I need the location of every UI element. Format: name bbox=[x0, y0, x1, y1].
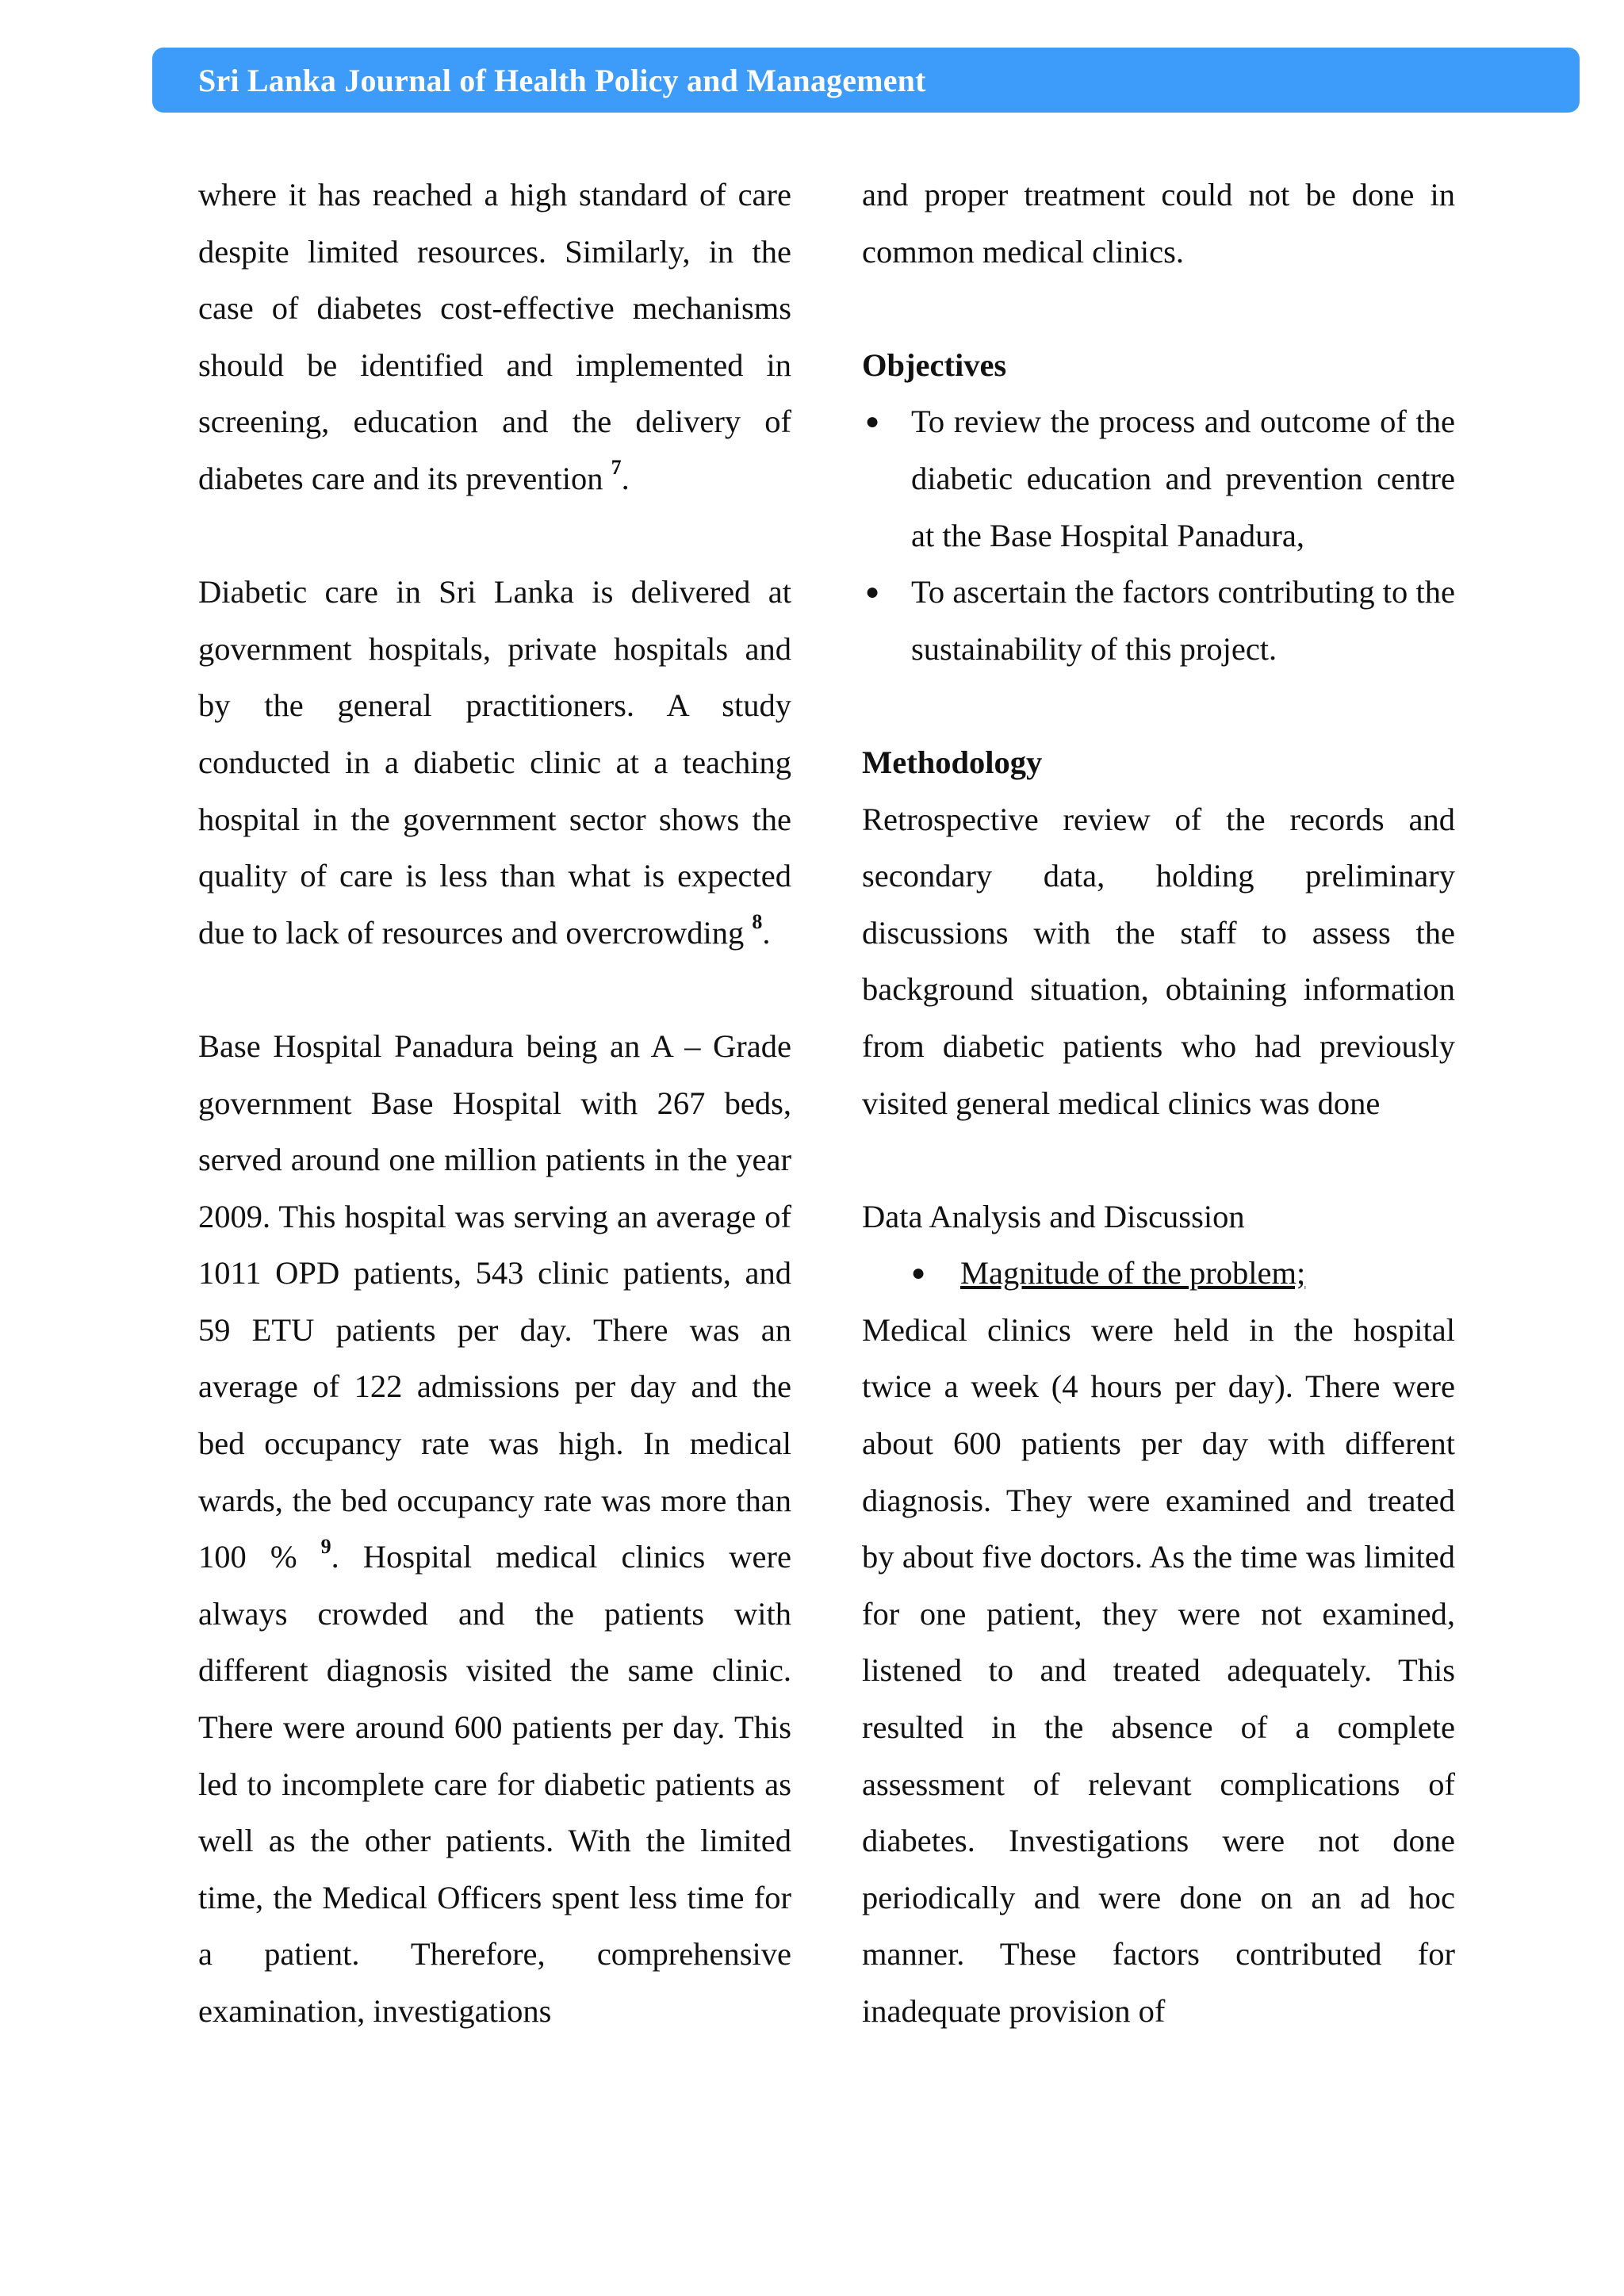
journal-header-bar bbox=[152, 48, 1580, 113]
bullet-icon: ● bbox=[865, 579, 880, 606]
objective-item: ● To ascertain the factors contributing to the sustainability of this project. bbox=[862, 564, 1455, 677]
objectives-list bbox=[862, 393, 1455, 677]
analysis-heading: Data Analysis and Discussion bbox=[862, 1198, 1245, 1234]
methodology-text: Retrospective review of the records and secondary data, holding preliminary discussions with the staff to assess the background situation, obtaining information from diabetic patients who had previously visited general medical clinics was done bbox=[862, 801, 1455, 1121]
right-column bbox=[862, 166, 1455, 2040]
paragraph-gap bbox=[862, 280, 1455, 337]
objectives-heading: Objectives bbox=[862, 346, 1007, 383]
left-column bbox=[198, 166, 791, 2040]
reference-9: 9 bbox=[320, 1534, 331, 1558]
methodology-heading: Methodology bbox=[862, 744, 1043, 780]
paragraph-proper-treatment: and proper treatment could not be done in common medical clinics. bbox=[862, 177, 1455, 270]
objective-item: ● To review the process and outcome of the diabetic education and prevention centre at the Base Hospital Panadura, bbox=[862, 393, 1455, 564]
reference-7: 7 bbox=[611, 456, 622, 480]
magnitude-bullet: ● Magnitude of the problem; bbox=[862, 1245, 1455, 1302]
paragraph-gap bbox=[862, 677, 1455, 734]
analysis-text: Medical clinics were held in the hospital twice a week (4 hours per day). There were about 600 patients per day with different diagnosis. They were examined and treated by about five doctors. As the time was limited for one patient, they were not examined, listened to and treated adequately. This resulted in the absence of a complete assessment of relevant complications of diabetes. Investigations were not done periodically and were done on an ad hoc manner. These factors contributed for inadequate provision of bbox=[862, 1311, 1455, 2029]
paragraph-gap bbox=[862, 1131, 1455, 1188]
paragraph-diabetic-care: Diabetic care in Sri Lanka is delivered at government hospitals, private hospitals and by the general practitioners. A study conducted in a diabetic clinic at a teaching hospital in the government sector shows the quality of care is less than what is expected due to lack of resources and overcrowding $^8$. bbox=[198, 574, 791, 951]
bullet-icon: ● bbox=[911, 1260, 926, 1287]
reference-8: 8 bbox=[752, 910, 763, 934]
paragraph-standard-of-care: where it has reached a high standard of care despite limited resources. Similarly, in the case of diabetes cost-effective mechanisms should be identified and implemented in screening, education and the delivery of diabetes care and its prevention $^7$. bbox=[198, 177, 791, 496]
paragraph-gap bbox=[198, 507, 791, 564]
journal-title: Sri Lanka Journal of Health Policy and Management bbox=[198, 62, 926, 98]
paragraph-base-hospital: Base Hospital Panadura being an A – Grade government Base Hospital with 267 beds, served around one million patients in the year 2009. This hospital was serving an average of 1011 OPD patients, 543 clinic patients, and 59 ETU patients per day. There was an average of 122 admissions per day and the bed occupancy rate was high. In medical wards, the bed occupancy rate was more than 100 % $^9$. Hospital medical clinics were always crowded and the patients with different diagnosis visited the same clinic. There were around 600 patients per day. This led to incomplete care for diabetic patients as well as the other patients. With the limited time, the Medical Officers spent less time for a patient. Therefore, comprehensive examination, investigations bbox=[198, 1027, 791, 2029]
paragraph-gap bbox=[198, 961, 791, 1018]
bullet-icon: ● bbox=[865, 408, 880, 435]
